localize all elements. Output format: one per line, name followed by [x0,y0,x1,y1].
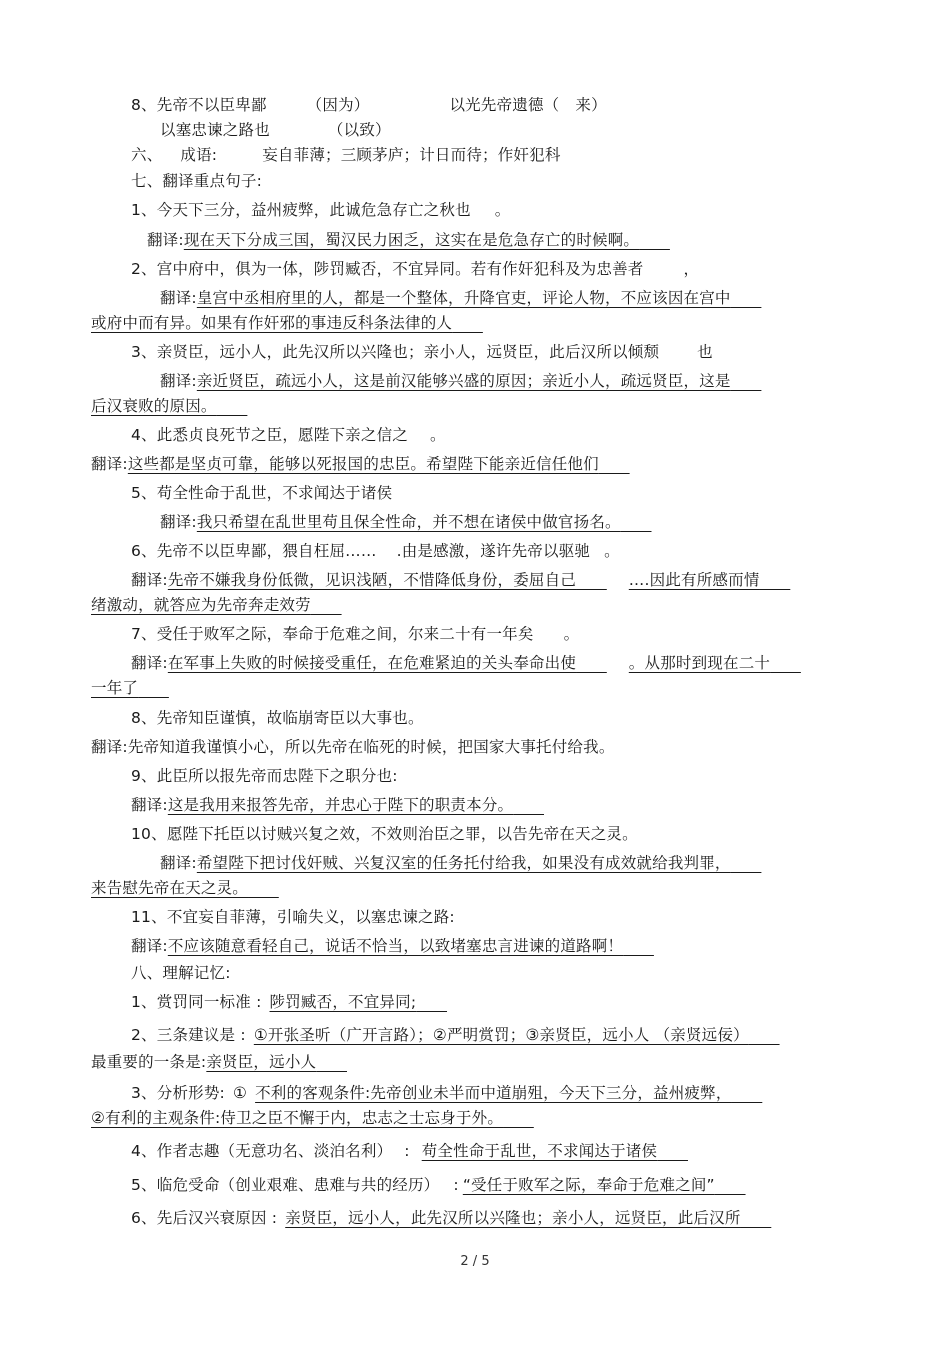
text-segment: 。 [563,625,580,643]
text-line [131,95,607,115]
text-line [131,342,713,362]
text-line [131,483,392,503]
underlined-answer: 绪激动，就答应为先帝奔走效劳 [91,596,311,614]
text-line [91,454,630,474]
text-line [131,259,699,279]
text-line [131,1208,771,1228]
text-segment: 1、今天下三分，益州疲弊，此诚危急存亡之秋也 [131,201,471,219]
text-segment: 六、 [131,146,163,164]
text-segment: 翻译: [147,231,184,249]
text-segment: 翻译: [160,513,197,531]
text-segment: 翻译: [160,854,197,872]
text-line [131,907,455,927]
underlined-answer: 亲贤臣，远小人，此先汉所以兴隆也；亲小人，远贤臣，此后汉所 [285,1209,741,1227]
text-segment: 11、不宜妄自菲薄，引喻失义，以塞忠谏之路: [131,908,455,926]
text-line [131,1175,746,1195]
text-segment: 翻译: [160,372,197,390]
underlined-answer: 皇宫中丞相府里的人，都是一个整体，升降官吏，评论人物，不应该因在宫中 [196,289,731,307]
text-line [160,288,761,308]
text-segment: 8、先帝知臣谨慎，故临崩寄臣以大事也。 [131,709,424,727]
text-line [131,145,561,165]
underlined-answer: 一年了 [91,679,139,697]
text-line [131,963,231,983]
text-segment: : [453,1176,459,1194]
text-line [91,313,483,333]
text-segment: 6、先后汉兴衰原因 : [131,1209,278,1227]
text-segment: 10、愿陛下托臣以讨贼兴复之效，不效则治臣之罪，以告先帝在天之灵。 [131,825,638,843]
text-line [131,1025,780,1045]
text-segment: （以致） [327,121,391,139]
text-segment: 5、苟全性命于乱世，不求闻达于诸侯 [131,484,393,502]
text-segment: 6、先帝不以臣卑鄙，猥自枉屈…… [131,542,377,560]
underlined-answer: 不应该随意看轻自己，说话不恰当，以致堵塞忠言进谏的道路啊！ [167,937,624,955]
text-segment: : [404,1142,410,1160]
text-line [131,936,654,956]
text-line [160,853,761,873]
text-line [160,371,761,391]
text-line [131,1141,688,1161]
underlined-answer: 苟全性命于乱世，不求闻达于诸侯 [421,1142,658,1160]
text-line [91,737,615,757]
text-segment: 成语: [180,146,218,164]
text-line [160,512,652,532]
text-segment: ① [232,1084,248,1102]
underlined-answer: 现在天下分成三国，蜀汉民力困乏，这实在是危急存亡的时候啊。 [183,231,640,249]
text-segment: 3、分析形势: [131,1084,225,1102]
text-line [131,171,262,191]
text-line [131,824,638,844]
text-segment: 以光先帝遗德（ [449,96,560,114]
text-segment: 妄自菲薄；三顾茅庐；计日而待；作奸犯科 [262,146,561,164]
text-line [91,1052,347,1072]
text-segment: 。 [494,201,511,219]
underlined-answer: 我只希望在乱世里苟且保全性命，并不想在诸侯中做官扬名。 [196,513,621,531]
underlined-answer: 这些都是坚贞可靠，能够以死报国的忠臣。希望陛下能亲近信任他们 [127,455,599,473]
text-segment: 翻译:先帝知道我谨慎小心，所以先帝在临死的时候，把国家大事托付给我。 [91,738,615,756]
text-segment: 翻译: [91,455,128,473]
text-segment: 翻译: [131,796,168,814]
underlined-answer: 亲贤臣，远小人 [206,1053,317,1071]
text-segment: 翻译: [160,289,197,307]
text-line [91,878,279,898]
underlined-answer: 不利的客观条件:先帝创业未半而中道崩殂，今天下三分，益州疲弊， [255,1084,732,1102]
page-number: 2 / 5 [460,1254,490,1269]
text-line [131,570,790,590]
underlined-answer: “受任于败军之际，奉命于危难之间” [462,1176,715,1194]
text-segment: 4、作者志趣（无意功名、淡泊名利） [131,1142,393,1160]
text-segment: 4、此悉贞良死节之臣，愿陛下亲之信之 [131,426,408,444]
text-segment: 翻译: [131,654,168,672]
text-line [131,425,446,445]
text-line [131,624,579,644]
text-line [131,766,398,786]
text-segment: .由是感激，遂许先帝以驱驰 [396,542,591,560]
text-segment: 9、此臣所以报先帝而忠陛下之职分也: [131,767,398,785]
text-segment: ， [683,260,700,278]
underlined-answer: 在军事上失败的时候接受重任，在危难紧迫的关头奉命出使 [167,654,577,672]
text-segment: 八、理解记忆: [131,964,231,982]
text-line [131,992,447,1012]
text-line [91,396,247,416]
underlined-answer: ②有利的主观条件:侍卫之臣不懈于内，忠志之士忘身于外。 [91,1109,504,1127]
text-line [131,541,620,561]
text-line [147,230,670,250]
underlined-answer: 。从那时到现在二十 [628,654,771,672]
text-segment: 。 [429,426,446,444]
underlined-answer: 或府中而有异。如果有作奸邪的事违反科条法律的人 [91,314,453,332]
text-line [91,595,342,615]
text-line [131,653,801,673]
underlined-answer: 先帝不嫌我身份低微，见识浅陋，不惜降低身份，委屈自己 [167,571,577,589]
text-segment: 来） [575,96,607,114]
underlined-answer: 后汉衰败的原因。 [91,397,217,415]
text-line [91,1108,534,1128]
underlined-answer: 希望陛下把讨伐奸贼、兴复汉室的任务托付给我，如果没有成效就给我判罪， [196,854,731,872]
text-segment: 。 [604,542,620,560]
underlined-answer: ….因此有所感而情 [628,571,760,589]
text-line [131,708,424,728]
text-segment: 8、先帝不以臣卑鄙 [131,96,267,114]
text-segment: 2、三条建议是 : [131,1026,246,1044]
underlined-answer: 这是我用来报答先帝，并忠心于陛下的职责本分。 [167,796,514,814]
text-line [131,200,510,220]
underlined-answer: 陟罚臧否，不宜异同; [269,993,417,1011]
text-segment: 也 [697,343,713,361]
text-line [131,795,544,815]
text-line [160,120,391,140]
underlined-answer: 来告慰先帝在天之灵。 [91,879,249,897]
text-line [131,1083,762,1103]
text-segment: 1、赏罚同一标准 : [131,993,262,1011]
text-segment: 7、受任于败军之际，奉命于危难之间，尔来二十有一年矣 [131,625,534,643]
text-segment: （因为） [306,96,370,114]
text-segment: 七、翻译重点句子: [131,172,263,190]
text-line [91,678,169,698]
underlined-answer: 亲近贤臣，疏远小人，这是前汉能够兴盛的原因；亲近小人，疏远贤臣，这是 [196,372,731,390]
text-segment: 2、宫中府中，俱为一体，陟罚臧否，不宜异同。若有作奸犯科及为忠善者 [131,260,644,278]
text-segment: 翻译: [131,937,168,955]
text-segment: 5、临危受命（创业艰难、患难与共的经历） [131,1176,440,1194]
text-segment: 最重要的一条是: [91,1053,207,1071]
text-segment: 以塞忠谏之路也 [160,121,270,139]
underlined-answer: ①开张圣听（广开言路）；②严明赏罚；③亲贤臣，远小人 （亲贤远佞） [253,1026,749,1044]
text-segment: 3、亲贤臣，远小人，此先汉所以兴隆也；亲小人，远贤臣，此后汉所以倾颓 [131,343,660,361]
text-segment: 翻译: [131,571,168,589]
